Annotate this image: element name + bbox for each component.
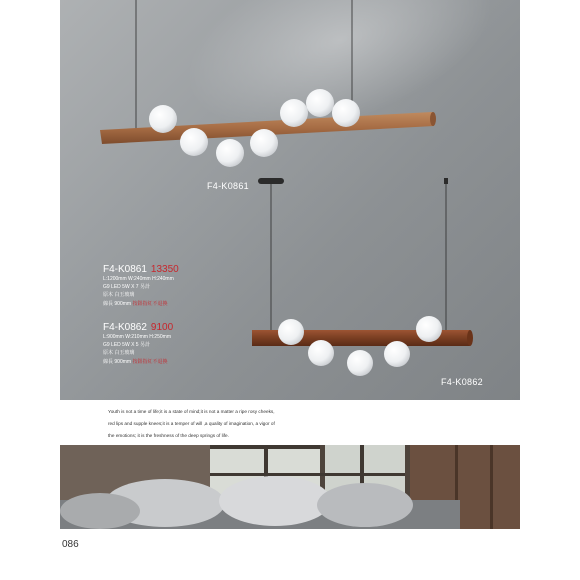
product-dimensions: L:1200mm W:240mm H:240mm <box>103 276 174 282</box>
product-code-line <box>103 264 179 275</box>
quote-line: red lips and supple knees;it is a temper of will ,a quality of imagination, a vigor of <box>108 421 275 426</box>
spec-block-2 <box>103 322 173 366</box>
sofa-illustration <box>60 445 520 529</box>
line-note: 按鈕指紅不退換 <box>132 358 168 365</box>
product-line-length <box>103 358 173 366</box>
page-number: 086 <box>62 539 79 550</box>
line-note: 按鈕指紅不退換 <box>132 300 168 307</box>
bulb-note: 另計 <box>139 284 150 291</box>
quote-line: the emotions; it is the freshness of the deep springs of life. <box>108 433 229 438</box>
photo-label-1: F4-K0861 <box>207 181 249 191</box>
product-material: 原木 白玉玻璃 <box>103 292 135 299</box>
product-code: F4-K0861 <box>103 264 147 275</box>
bulb-note: 另計 <box>139 342 150 349</box>
quote-line: Youth is not a time of life;it is a state of mind;it is not a matter a ripe rosy cheeks, <box>108 409 275 414</box>
lamp-f4-k0862 <box>252 316 473 376</box>
product-code: F4-K0862 <box>103 322 147 333</box>
photo-label-2: F4-K0862 <box>441 377 483 387</box>
product-dimensions: L:900mm W:210mm H:250mm <box>103 334 171 340</box>
product-line-length <box>103 300 179 308</box>
product-bulbs: G9 LED 5W X 7 <box>103 284 139 291</box>
product-bulbs: G9 LED 5W X 5 <box>103 342 139 349</box>
lamp-f4-k0861 <box>100 89 436 167</box>
product-price: 13350 <box>150 264 179 275</box>
product-bulbs-line <box>103 283 179 291</box>
quote-text <box>108 406 448 442</box>
product-material: 原木 白玉玻璃 <box>103 350 135 357</box>
interior-photo <box>60 445 520 529</box>
spec-block-1 <box>103 264 179 308</box>
line-length: 線長 900mm <box>103 358 132 365</box>
line-length: 線長 900mm <box>103 300 132 307</box>
product-code-line <box>103 322 173 333</box>
product-bulbs-line <box>103 341 173 349</box>
product-price: 9100 <box>150 322 174 333</box>
